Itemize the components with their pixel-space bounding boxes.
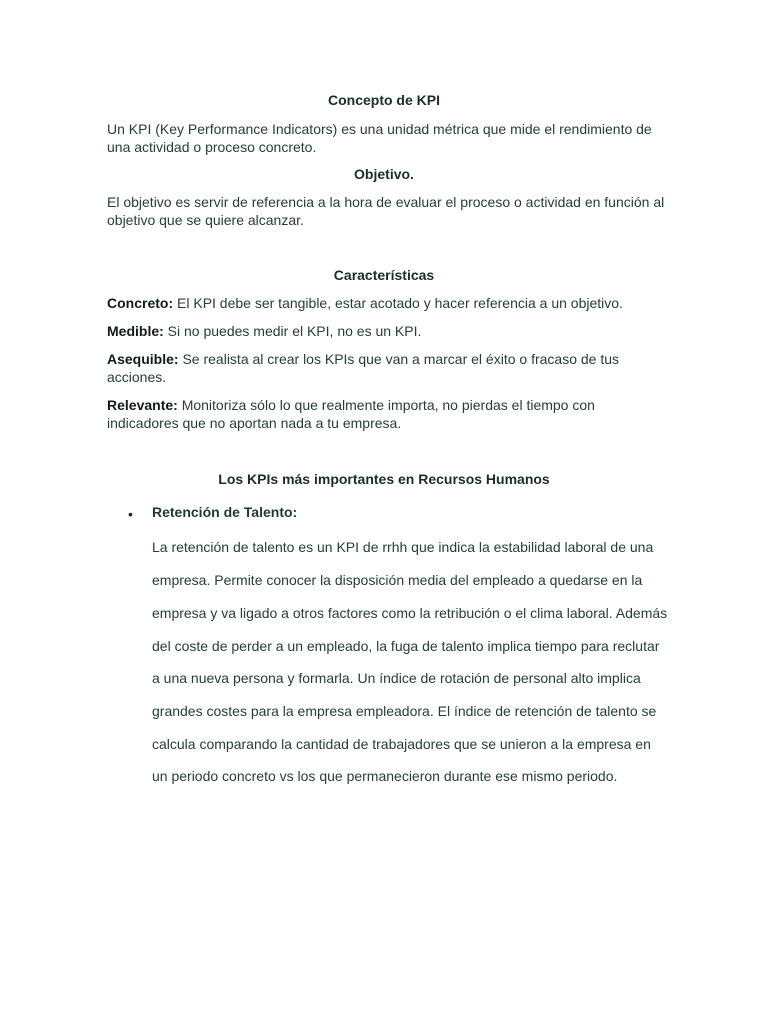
objective-heading: Objetivo. [354,166,414,182]
body-line: La retención de talento es un KPI de rrhh que indica la estabilidad laboral de una [152,539,654,555]
bullet-title: Retención de Talento: [152,504,298,520]
body-line: calcula comparando la cantidad de trabajadores que se unieron a la empresa en [152,736,651,752]
characteristic-relevante [107,396,667,432]
characteristics-heading: Características [333,267,435,283]
characteristic-term: Concreto: [107,295,174,311]
bullet-icon: • [128,506,133,522]
body-line: empresa y va ligado a otros factores como la retribución o el clima laboral. Además [152,605,668,621]
characteristic-text: Si no puedes medir el KPI, no es un KPI. [163,323,422,339]
concept-heading: Concepto de KPI [327,92,440,108]
concept-paragraph: Un KPI (Key Performance Indicators) es una unidad métrica que mide el rendimiento de una actividad o proceso concreto. [107,121,652,155]
body-line: del coste de perder a un empleado, la fuga de talento implica tiempo para reclutar [152,638,660,654]
characteristic-term: Relevante: [107,397,178,413]
characteristic-term: Medible: [107,323,164,339]
characteristic-asequible [107,350,667,386]
body-line: un periodo concreto vs los que permanecieron durante ese mismo periodo. [152,768,618,784]
objective-paragraph: El objetivo es servir de referencia a la hora de evaluar el proceso o actividad en función al objetivo que se quiere alcanzar. [107,194,665,228]
characteristic-text: Monitoriza sólo lo que realmente importa, no pierdas el tiempo con indicadores que no aportan nada a tu empresa. [107,397,595,431]
body-line: a una nueva persona y formarla. Un índice de rotación de personal alto implica [152,670,641,686]
body-line: grandes costes para la empresa empleadora. El índice de retención de talento se [152,703,657,719]
hr-kpis-heading: Los KPIs más importantes en Recursos Humanos [218,471,550,487]
characteristic-term: Asequible: [107,351,179,367]
characteristic-text: El KPI debe ser tangible, estar acotado y hacer referencia a un objetivo. [173,295,623,311]
characteristic-text: Se realista al crear los KPIs que van a marcar el éxito o fracaso de tus acciones. [107,351,620,385]
characteristic-concreto [107,294,667,312]
body-line: empresa. Permite conocer la disposición media del empleado a quedarse en la [152,572,643,588]
characteristic-medible [107,322,667,340]
